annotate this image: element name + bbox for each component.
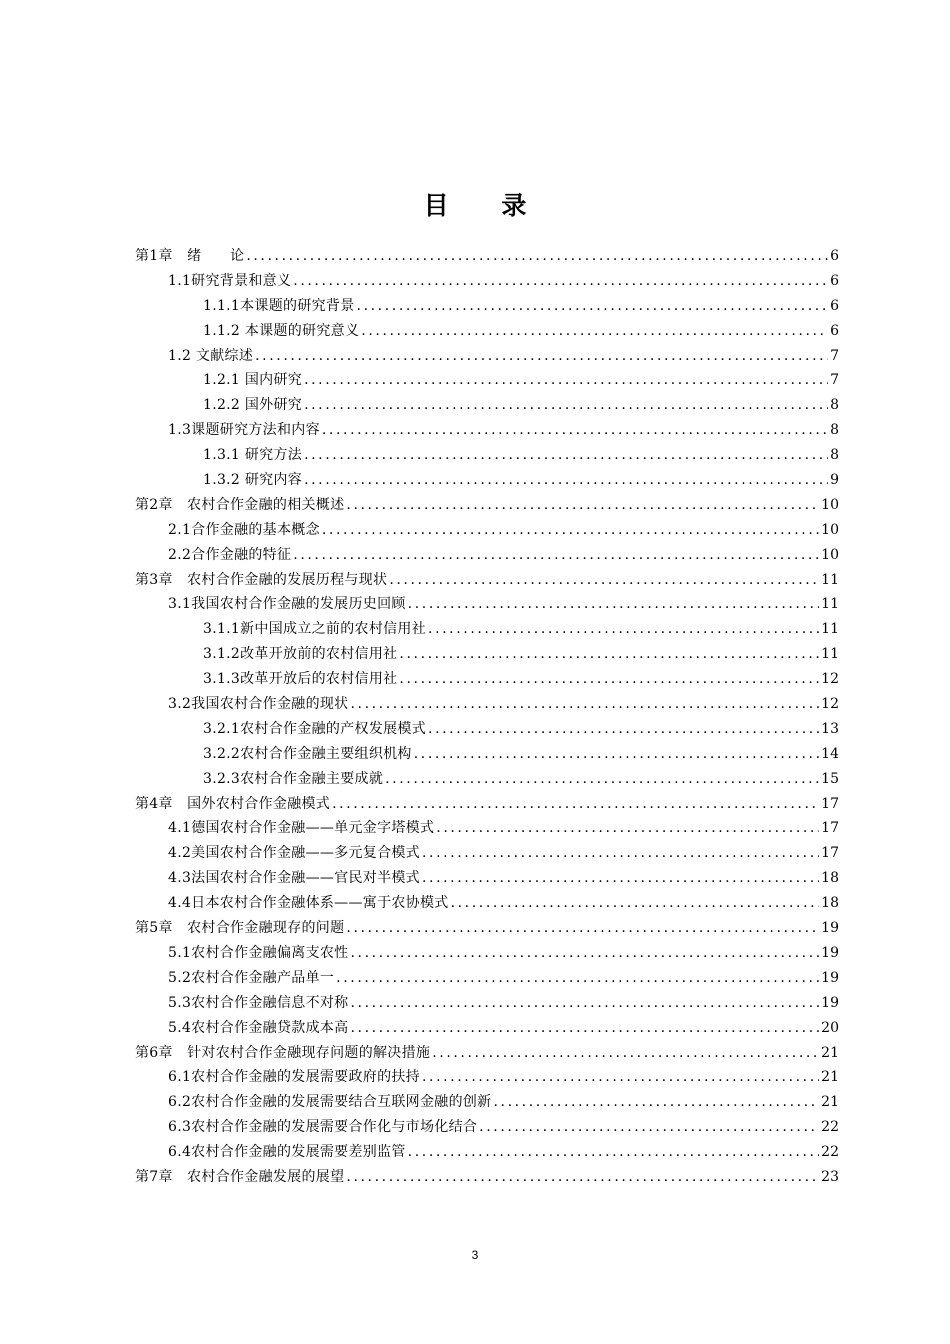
toc-entry-label: 5.4农村合作金融贷款成本高 [168, 1019, 349, 1036]
toc-entry-page: 11 [821, 646, 839, 663]
table-of-contents [135, 244, 839, 1190]
toc-leader-dots [304, 368, 828, 393]
toc-leader-dots [436, 816, 819, 841]
toc-entry[interactable] [135, 543, 839, 568]
toc-entry-label: 3.2我国农村合作金融的现状 [168, 696, 349, 713]
toc-leader-dots [385, 767, 819, 792]
toc-entry-page: 11 [821, 596, 839, 613]
toc-entry-label: 6.3农村合作金融的发展需要合作化与市场化结合 [168, 1119, 478, 1136]
toc-entry-page: 20 [821, 1019, 839, 1036]
toc-leader-dots [350, 941, 819, 966]
toc-entry[interactable] [135, 468, 839, 493]
toc-entry[interactable] [135, 1090, 839, 1115]
toc-entry-label: 4.3法国农村合作金融——官民对半模式 [168, 870, 420, 887]
toc-leader-dots [322, 418, 828, 443]
toc-entry-label: 1.2.1 国内研究 [203, 372, 303, 389]
toc-leader-dots [357, 294, 829, 319]
toc-entry-page: 8 [830, 447, 839, 464]
toc-entry-label: 3.1.2改革开放前的农村信用社 [203, 646, 398, 663]
toc-leader-dots [422, 1065, 819, 1090]
toc-entry-page: 18 [821, 870, 839, 887]
toc-leader-dots [432, 1041, 819, 1066]
toc-leader-dots [304, 393, 828, 418]
toc-entry[interactable] [135, 368, 839, 393]
toc-entry-page: 21 [821, 1044, 839, 1061]
toc-entry-label: 1.1.1本课题的研究背景 [203, 297, 355, 314]
toc-leader-dots [422, 841, 819, 866]
toc-entry-label: 1.2 文献综述 [168, 347, 254, 364]
toc-entry-label: 3.1.1新中国成立之前的农村信用社 [203, 621, 427, 638]
toc-entry-label: 6.2农村合作金融的发展需要结合互联网金融的创新 [168, 1094, 492, 1111]
toc-entry-label: 4.2美国农村合作金融——多元复合模式 [168, 845, 420, 862]
toc-entry-page: 22 [821, 1119, 839, 1136]
toc-leader-dots [493, 1090, 819, 1115]
toc-entry-label: 5.2农村合作金融产品单一 [168, 969, 335, 986]
toc-entry-label: 1.3课题研究方法和内容 [168, 422, 320, 439]
toc-entry-page: 10 [821, 546, 839, 563]
toc-entry-label: 1.3.1 研究方法 [203, 447, 303, 464]
toc-entry-label: 5.3农村合作金融信息不对称 [168, 994, 349, 1011]
toc-entry[interactable] [135, 692, 839, 717]
toc-entry-label: 第6章 针对农村合作金融现存问题的解决措施 [135, 1044, 431, 1061]
toc-entry[interactable] [135, 393, 839, 418]
toc-entry-page: 19 [821, 969, 839, 986]
toc-entry-label: 第7章 农村合作金融发展的展望 [135, 1168, 345, 1185]
toc-entry[interactable] [135, 493, 839, 518]
toc-entry[interactable] [135, 642, 839, 667]
toc-leader-dots [361, 319, 828, 344]
toc-entry-label: 6.4农村合作金融的发展需要差别监管 [168, 1144, 406, 1161]
toc-entry[interactable] [135, 1065, 839, 1090]
toc-entry-page: 7 [830, 347, 839, 364]
toc-entry[interactable] [135, 443, 839, 468]
toc-leader-dots [255, 344, 828, 369]
toc-leader-dots [350, 692, 819, 717]
toc-entry[interactable] [135, 667, 839, 692]
toc-entry-page: 6 [830, 248, 839, 264]
toc-entry[interactable] [135, 294, 839, 319]
toc-entry[interactable] [135, 1016, 839, 1041]
toc-entry-label: 1.2.2 国外研究 [203, 397, 303, 414]
toc-entry[interactable] [135, 1165, 839, 1190]
toc-leader-dots [399, 667, 819, 692]
toc-leader-dots [428, 717, 819, 742]
toc-leader-dots [350, 1016, 819, 1041]
toc-entry-page: 6 [830, 297, 839, 314]
toc-entry[interactable] [135, 244, 839, 269]
toc-entry-page: 21 [821, 1069, 839, 1086]
toc-leader-dots [293, 543, 819, 568]
toc-entry-label: 3.2.2农村合作金融主要组织机构 [203, 745, 412, 762]
toc-entry-page: 10 [821, 496, 839, 513]
toc-leader-dots [336, 966, 819, 991]
toc-entry-page: 17 [821, 845, 839, 862]
toc-entry-page: 23 [821, 1168, 839, 1185]
toc-entry-page: 11 [821, 571, 839, 588]
toc-entry-label: 3.2.3农村合作金融主要成就 [203, 770, 384, 787]
toc-entry-page: 10 [821, 521, 839, 538]
toc-leader-dots [408, 592, 820, 617]
toc-entry-label: 6.1农村合作金融的发展需要政府的扶持 [168, 1069, 420, 1086]
toc-entry-page: 14 [821, 745, 839, 762]
page-number: 3 [471, 1248, 479, 1262]
toc-entry-label: 第5章 农村合作金融现存的问题 [135, 920, 345, 937]
toc-entry-page: 19 [821, 920, 839, 937]
toc-entry[interactable] [135, 1115, 839, 1140]
toc-entry[interactable] [135, 816, 839, 841]
toc-leader-dots [350, 991, 819, 1016]
toc-entry-label: 1.3.2 研究内容 [203, 472, 303, 489]
toc-entry[interactable] [135, 617, 839, 642]
toc-entry-page: 8 [830, 397, 839, 414]
toc-leader-dots [408, 1140, 820, 1165]
toc-leader-dots [332, 792, 819, 817]
toc-entry-label: 2.2合作金融的特征 [168, 546, 292, 563]
toc-leader-dots [422, 866, 819, 891]
toc-leader-dots [399, 642, 819, 667]
toc-leader-dots [293, 269, 828, 294]
toc-entry-page: 18 [821, 895, 839, 912]
toc-entry-label: 2.1合作金融的基本概念 [168, 521, 320, 538]
toc-entry-page: 15 [821, 770, 839, 787]
toc-entry-page: 11 [821, 621, 839, 638]
toc-entry-label: 第2章 农村合作金融的相关概述 [135, 496, 345, 513]
toc-entry[interactable] [135, 269, 839, 294]
toc-leader-dots [304, 468, 828, 493]
toc-entry[interactable] [135, 941, 839, 966]
toc-entry-page: 12 [821, 671, 839, 688]
toc-entry[interactable] [135, 518, 839, 543]
toc-title: 目 录 [423, 191, 549, 220]
toc-entry[interactable] [135, 1041, 839, 1066]
toc-entry[interactable] [135, 891, 839, 916]
toc-entry-label: 第4章 国外农村合作金融模式 [135, 795, 331, 812]
toc-entry-page: 8 [830, 422, 839, 439]
toc-entry-page: 19 [821, 944, 839, 961]
toc-entry-page: 6 [830, 322, 839, 339]
toc-leader-dots [346, 916, 819, 941]
toc-entry[interactable] [135, 568, 839, 593]
toc-entry-page: 17 [821, 795, 839, 812]
toc-entry-label: 1.1研究背景和意义 [168, 272, 292, 289]
toc-entry-label: 4.4日本农村合作金融体系——寓于农协模式 [168, 895, 449, 912]
toc-entry-label: 5.1农村合作金融偏离支农性 [168, 944, 349, 961]
toc-entry[interactable] [135, 592, 839, 617]
toc-entry-page: 6 [830, 272, 839, 289]
toc-leader-dots [389, 568, 819, 593]
toc-entry-page: 7 [830, 372, 839, 389]
toc-entry-label: 第3章 农村合作金融的发展历程与现状 [135, 571, 388, 588]
toc-entry[interactable] [135, 991, 839, 1016]
toc-leader-dots [346, 493, 819, 518]
toc-entry-page: 17 [821, 820, 839, 837]
toc-entry-page: 19 [821, 994, 839, 1011]
toc-entry-page: 12 [821, 696, 839, 713]
toc-leader-dots [304, 443, 828, 468]
toc-entry[interactable] [135, 742, 839, 767]
toc-entry-label: 3.1我国农村合作金融的发展历史回顾 [168, 596, 406, 613]
toc-entry-label: 3.1.3改革开放后的农村信用社 [203, 671, 398, 688]
toc-entry-page: 9 [830, 472, 839, 489]
toc-entry[interactable] [135, 717, 839, 742]
toc-entry-label: 3.2.1农村合作金融的产权发展模式 [203, 720, 427, 737]
toc-entry[interactable] [135, 344, 839, 369]
toc-entry-label: 第1章 绪 论 [135, 248, 245, 264]
toc-leader-dots [428, 617, 819, 642]
toc-entry[interactable] [135, 1140, 839, 1165]
toc-entry[interactable] [135, 767, 839, 792]
toc-entry-label: 1.1.2 本课题的研究意义 [203, 322, 360, 339]
toc-leader-dots [322, 518, 819, 543]
toc-leader-dots [479, 1115, 819, 1140]
toc-entry[interactable] [135, 866, 839, 891]
toc-entry-page: 21 [821, 1094, 839, 1111]
toc-entry[interactable] [135, 841, 839, 866]
toc-entry[interactable] [135, 792, 839, 817]
toc-entry-page: 13 [821, 720, 839, 737]
toc-entry-label: 4.1德国农村合作金融——单元金字塔模式 [168, 820, 435, 837]
toc-entry[interactable] [135, 966, 839, 991]
toc-leader-dots [414, 742, 819, 767]
toc-leader-dots [451, 891, 820, 916]
toc-entry[interactable] [135, 418, 839, 443]
toc-entry[interactable] [135, 319, 839, 344]
toc-leader-dots [346, 1165, 819, 1190]
toc-entry-page: 22 [821, 1144, 839, 1161]
toc-leader-dots [246, 244, 828, 269]
toc-entry[interactable] [135, 916, 839, 941]
